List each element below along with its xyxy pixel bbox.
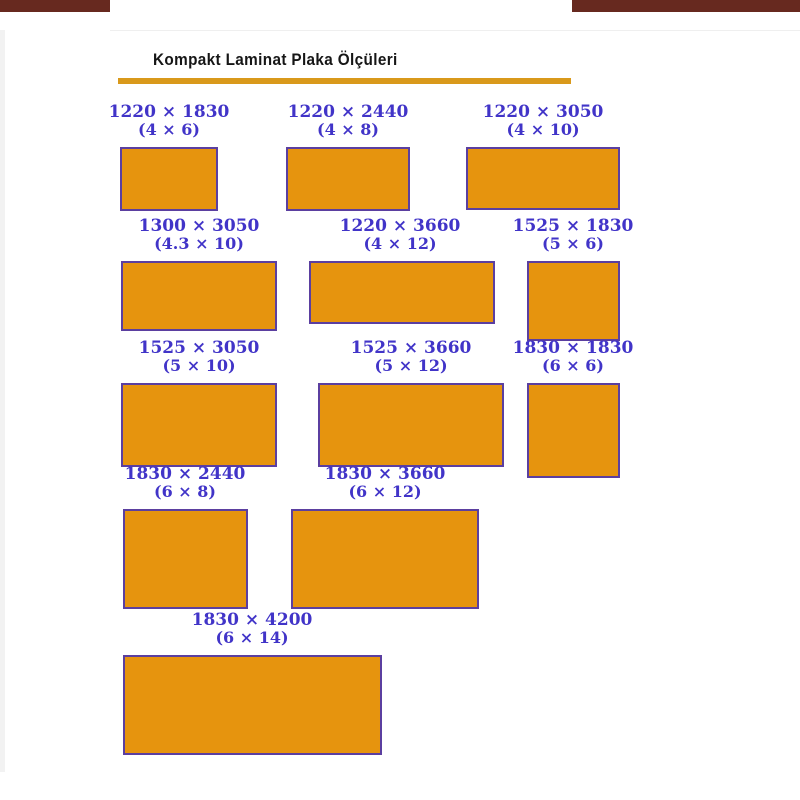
plate-size-feet: (6 × 8) [154,482,216,501]
plate-rectangle [527,261,620,341]
plate-size-feet: (5 × 12) [374,356,448,375]
plate-size-mm: 1220 × 1830 [108,102,230,122]
plate-size-mm: 1220 × 2440 [287,102,409,122]
plate-rectangle [318,383,504,467]
plate-size-feet: (4 × 6) [138,120,200,139]
plate-size-mm: 1525 × 1830 [512,216,634,236]
plate-rectangle [123,655,382,755]
plate-rectangle [527,383,620,478]
plate-size-feet: (4 × 8) [317,120,379,139]
plate-size-feet: (5 × 6) [542,234,604,253]
plate-dimension-label [139,218,260,252]
plate-dimension-label [109,104,230,138]
plate-size-feet: (4 × 12) [363,234,437,253]
plate-dimension-label [192,612,313,646]
plate-dimension-label [125,466,246,500]
plate-rectangle [291,509,479,609]
page-edge-left [0,30,5,772]
plate-rectangle [121,383,277,467]
plate-size-feet: (5 × 10) [162,356,236,375]
plate-dimension-label [288,104,409,138]
plate-dimension-label [325,466,446,500]
plate-rectangle [123,509,248,609]
title-underline-bar [118,78,571,84]
top-left-corner-bar [0,0,110,12]
plate-size-feet: (6 × 6) [542,356,604,375]
plate-rectangle [309,261,495,324]
plate-rectangle [286,147,410,211]
plate-rectangle [121,261,277,331]
plate-dimension-label [483,104,604,138]
plate-size-mm: 1830 × 2440 [124,464,246,484]
page-title: Kompakt Laminat Plaka Ölçüleri [153,50,398,69]
plate-rectangle [466,147,620,210]
plate-size-mm: 1220 × 3660 [339,216,461,236]
plate-size-mm: 1525 × 3050 [138,338,260,358]
plate-size-mm: 1300 × 3050 [138,216,260,236]
plate-dimension-label [513,340,634,374]
plate-size-mm: 1525 × 3660 [350,338,472,358]
plate-size-feet: (6 × 12) [348,482,422,501]
plate-size-mm: 1220 × 3050 [482,102,604,122]
plate-rectangle [120,147,218,211]
plate-size-feet: (6 × 14) [215,628,289,647]
plate-dimension-label [351,340,472,374]
plate-dimension-label [340,218,461,252]
plate-size-feet: (4 × 10) [506,120,580,139]
plate-dimension-label [513,218,634,252]
plate-size-mm: 1830 × 3660 [324,464,446,484]
page-edge-top [110,30,800,31]
plate-size-mm: 1830 × 1830 [512,338,634,358]
plate-size-feet: (4.3 × 10) [154,234,244,253]
plate-dimension-label [139,340,260,374]
top-right-corner-bar [572,0,800,12]
plate-size-mm: 1830 × 4200 [191,610,313,630]
